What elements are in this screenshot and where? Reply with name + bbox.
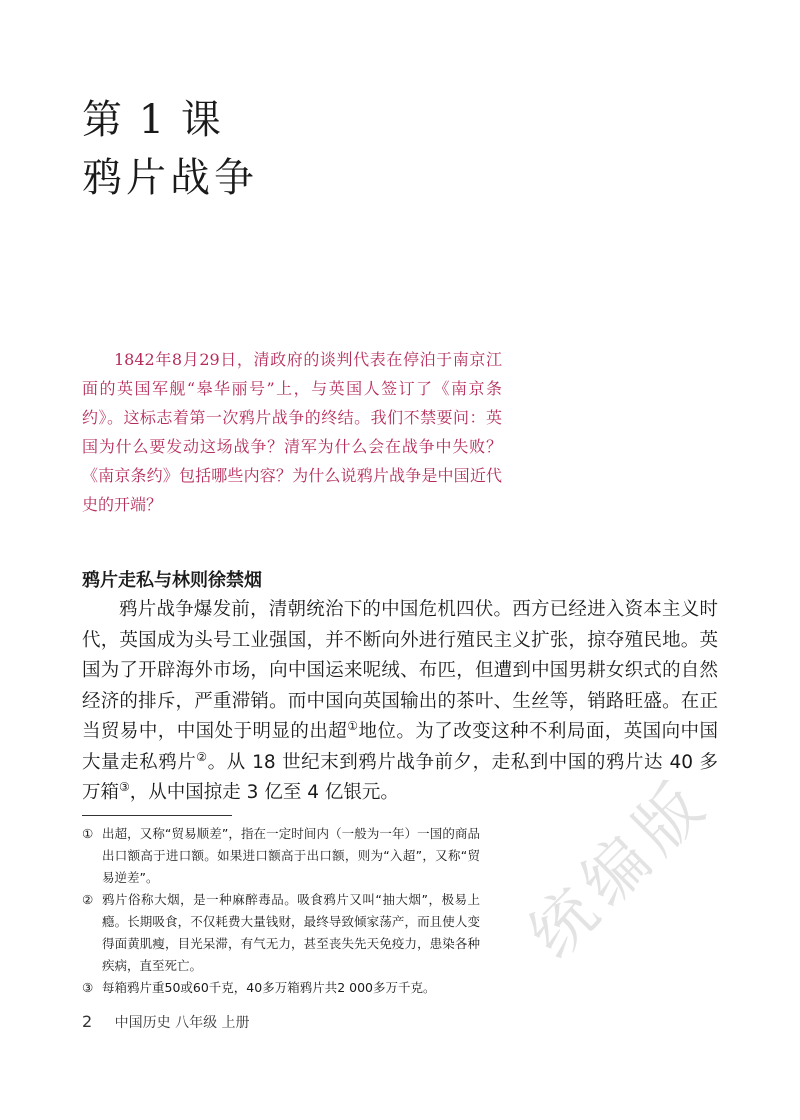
footnote-marker: ① <box>82 826 94 841</box>
body-text-part: ，从中国掠走 3 亿至 4 亿银元。 <box>129 782 399 803</box>
body-text-part: 鸦片战争爆发前，清朝统治下的中国危机四伏。西方已经进入资本主义时代，英国成为头号工业强国，并不断向外进行殖民主义扩张，掠夺殖民地。英国为了开辟海外市场，向中国运来呢绒、布匹，但遭到中国男耕女织式的自然经济的排斥，严重滞销。而中国向英国输出的茶叶、生丝等，销路旺盛。在正当贸易中，中国处于明显的出超 <box>82 599 718 742</box>
footnote-marker: ② <box>82 892 94 907</box>
book-title: 中国历史 八年级 上册 <box>114 1015 250 1031</box>
footnote-item <box>82 823 480 889</box>
intro-paragraph: 1842年8月29日，清政府的谈判代表在停泊于南京江面的英国军舰“皋华丽号”上，与英国人签订了《南京条约》。这标志着第一次鸦片战争的终结。我们不禁要问：英国为什么要发动这场战争？清军为什么会在战争中失败？《南京条约》包括哪些内容？为什么说鸦片战争是中国近代史的开端？ <box>82 350 502 514</box>
body-text-part: 。从 18 世纪末到鸦片战争前夕，走私到中国的鸦片达 40 多万箱 <box>82 751 718 803</box>
footnotes <box>82 823 480 999</box>
footnote-item <box>82 977 480 999</box>
footnote-text: 出超，又称“贸易顺差”，指在一定时间内（一般为一年）一国的商品出口额高于进口额。如果进口额高于出口额，则为“入超”，又称“贸易逆差”。 <box>102 826 480 885</box>
lesson-number: 第 1 课 <box>82 97 223 143</box>
footnote-marker: ③ <box>82 980 94 995</box>
footnote-ref-1: ① <box>347 718 359 733</box>
body-text-part: 地位。为了改变这种不利局面，英国向中国大量走私鸦片 <box>82 721 718 773</box>
footnote-item <box>82 889 480 977</box>
lesson-title: 鸦片战争 <box>82 155 258 201</box>
watermark: 统编版 <box>515 763 725 973</box>
page-footer <box>82 1012 250 1032</box>
footnote-text: 鸦片俗称大烟，是一种麻醉毒品。吸食鸦片又叫“抽大烟”，极易上瘾。长期吸食，不仅耗费大量钱财，最终导致倾家荡产，而且使人变得面黄肌瘦，目光呆滞，有气无力，甚至丧失先天免疫力，患染各种疾病，直至死亡。 <box>102 892 480 973</box>
footnote-divider <box>82 815 232 816</box>
body-paragraph <box>82 595 718 809</box>
footnote-ref-3: ③ <box>119 779 130 794</box>
footnote-text: 每箱鸦片重50或60千克，40多万箱鸦片共2 000多万千克。 <box>102 980 436 995</box>
section-heading: 鸦片走私与林则徐禁烟 <box>82 570 262 591</box>
footnote-ref-2: ② <box>196 749 208 764</box>
page-number: 2 <box>82 1012 93 1031</box>
